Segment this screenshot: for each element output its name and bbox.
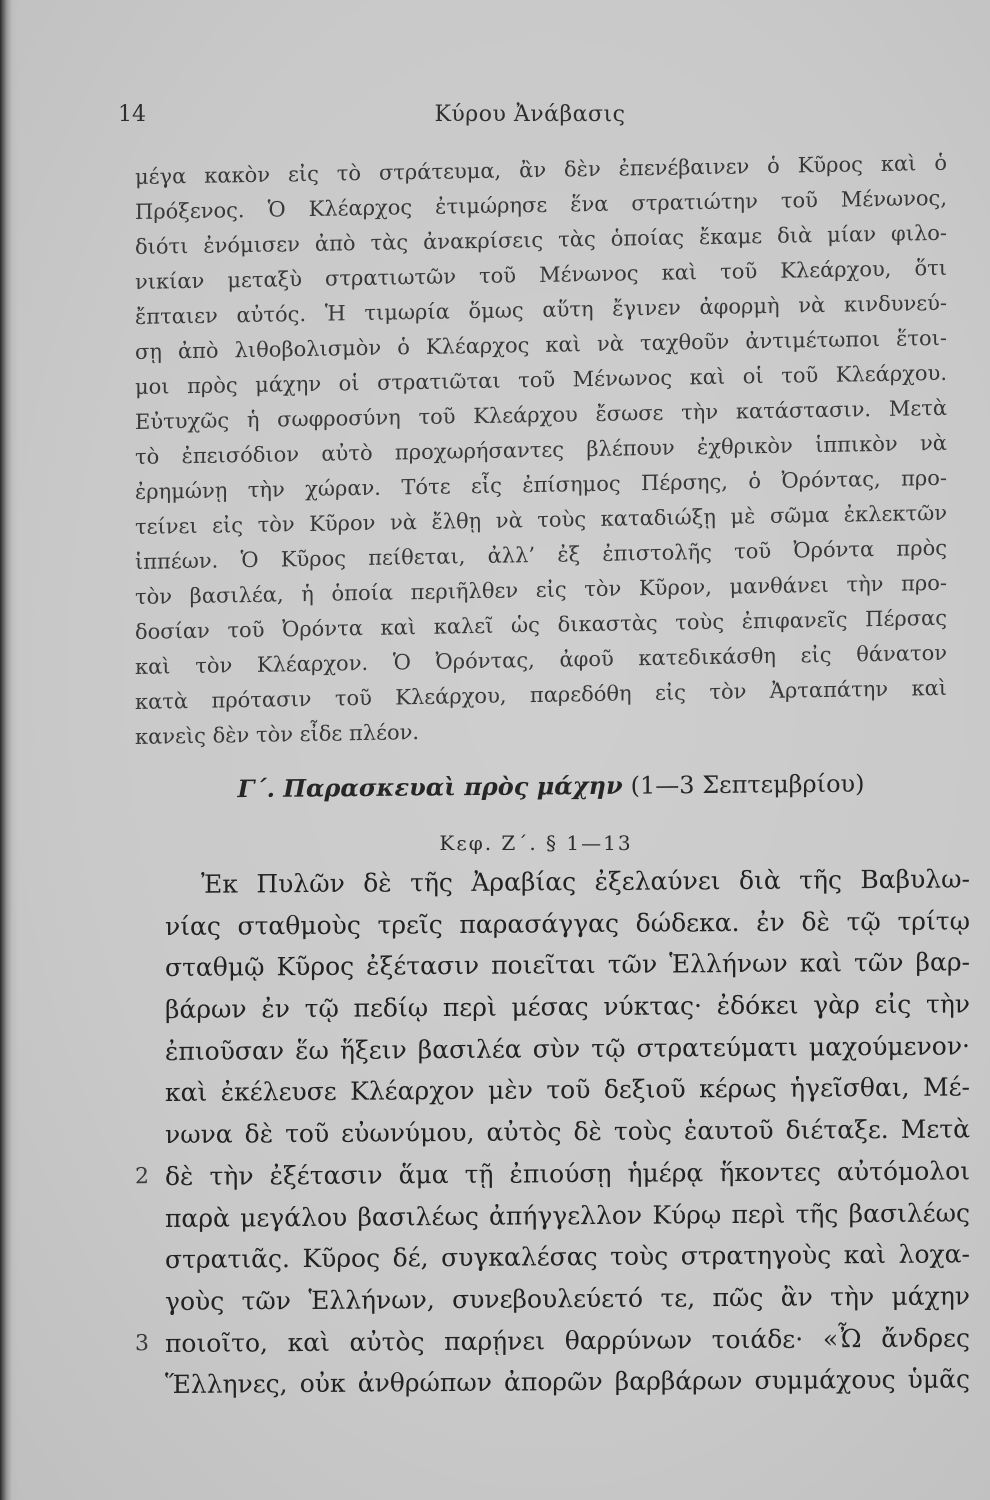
summary-paragraph xyxy=(135,146,947,755)
text-line-content: παρὰ μεγάλου βασιλέως ἀπήγγελλον Κύρῳ περὶ τῆς βασιλέως xyxy=(165,1197,970,1233)
summary-line: τὸν βασιλέα, ἡ ὁποία περιῆλθεν εἰς τὸν Κῦρον, μανθάνει τὴν προ- xyxy=(135,570,947,609)
running-header xyxy=(0,99,990,131)
chapter-reference: Κεφ. Ζ΄. § 1—13 xyxy=(439,831,633,855)
summary-line: τὸ ἐπεισόδιον αὐτὸ προχωρήσαντες βλέπουν ἐχθρικὸν ἱππικὸν νὰ xyxy=(135,430,947,469)
summary-line: καὶ τὸν Κλέαρχον. Ὁ Ὀρόντας, ἀφοῦ κατεδικάσθη εἰς θάνατον xyxy=(135,640,947,679)
text-line-content: σταθμῷ Κῦρος ἐξέτασιν ποιεῖται τῶν Ἑλλήνων καὶ τῶν βαρ- xyxy=(165,947,970,983)
verse-number: 3 xyxy=(135,1330,149,1356)
text-line-content: νωνα δὲ τοῦ εὐωνύμου, αὐτὸς δὲ τοὺς ἑαυτοῦ διέταξε. Μετὰ xyxy=(165,1114,970,1150)
text-line-content: καὶ ἐκέλευσε Κλέαρχον μὲν τοῦ δεξιοῦ κέρως ἡγεῖσθαι, Μέ- xyxy=(165,1072,970,1108)
text-line-content: Ἐκ Πυλῶν δὲ τῆς Ἀραβίας ἐξελαύνει διὰ τῆς Βαβυλω- xyxy=(201,864,970,899)
summary-line: ἐρημώνῃ τὴν χώραν. Τότε εἷς ἐπίσημος Πέρσης, ὁ Ὀρόντας, προ- xyxy=(135,465,947,504)
text-line xyxy=(165,1067,970,1114)
text-line xyxy=(165,900,970,947)
summary-line: μέγα κακὸν εἰς τὸ στράτευμα, ἂν δὲν ἐπενέβαινεν ὁ Κῦρος καὶ ὁ xyxy=(135,150,947,189)
text-line xyxy=(165,1192,970,1239)
text-line-content: Ἕλληνες, οὐκ ἀνθρώπων ἀπορῶν βαρβάρων συμμάχους ὑμᾶς xyxy=(165,1364,970,1400)
summary-line: τείνει εἰς τὸν Κῦρον νὰ ἔλθῃ νὰ τοὺς καταδιώξῃ μὲ σῶμα ἐκλεκτῶν xyxy=(135,500,947,539)
summary-line: κατὰ πρότασιν τοῦ Κλεάρχου, παρεδόθη εἰς τὸν Ἀρταπάτην καὶ xyxy=(135,675,947,714)
greek-text-paragraph xyxy=(135,858,970,1406)
text-line xyxy=(165,1234,970,1281)
binding-edge xyxy=(0,0,18,1500)
text-line-content: νίας σταθμοὺς τρεῖς παρασάγγας δώδεκα. ἐν δὲ τῷ τρίτῳ xyxy=(165,906,970,941)
text-line-content: γοὺς τῶν Ἑλλήνων, συνεβουλεύετό τε, πῶς ἂν τὴν μάχην xyxy=(165,1281,970,1316)
text-line xyxy=(165,1109,970,1156)
text-line-content: βάρων ἐν τῷ πεδίῳ περὶ μέσας νύκτας· ἐδόκει γὰρ εἰς τὴν xyxy=(165,989,970,1025)
section-dates: (1—3 Σεπτεμβρίου) xyxy=(630,769,865,800)
summary-line: κανεὶς δὲν τὸν εἶδε πλέον. xyxy=(135,720,420,749)
text-line xyxy=(135,1317,970,1364)
summary-line: Πρόξενος. Ὁ Κλέαρχος ἐτιμώρησε ἕνα στρατιώτην τοῦ Μένωνος, xyxy=(135,185,947,224)
text-line xyxy=(165,983,970,1030)
section-heading xyxy=(135,764,947,809)
text-line xyxy=(135,1150,970,1197)
text-line xyxy=(165,1025,970,1072)
text-line xyxy=(165,858,970,905)
summary-line: νικίαν μεταξὺ στρατιωτῶν τοῦ Μένωνος καὶ τοῦ Κλεάρχου, ὅτι xyxy=(135,255,947,294)
text-line xyxy=(165,1275,970,1322)
text-line-content: στρατιᾶς. Κῦρος δέ, συγκαλέσας τοὺς στρατηγοὺς καὶ λοχα- xyxy=(165,1239,970,1275)
section-title: Γ΄. Παρασκευαὶ πρὸς μάχην xyxy=(237,770,623,804)
summary-line: ἔπταιεν αὐτός. Ἡ τιμωρία ὅμως αὕτη ἔγινεν ἀφορμὴ νὰ κινδυνεύ- xyxy=(135,290,947,329)
text-line xyxy=(165,942,970,989)
text-line-content: ἐπιοῦσαν ἕω ἥξειν βασιλέα σὺν τῷ στρατεύματι μαχούμενον· xyxy=(165,1031,970,1066)
summary-line: διότι ἐνόμισεν ἀπὸ τὰς ἀνακρίσεις τὰς ὁποίας ἔκαμε διὰ μίαν φιλο- xyxy=(135,220,947,259)
text-line-content: δὲ τὴν ἐξέτασιν ἅμα τῇ ἐπιούσῃ ἡμέρᾳ ἥκοντες αὐτόμολοι xyxy=(165,1156,970,1191)
summary-line: δοσίαν τοῦ Ὀρόντα καὶ καλεῖ ὡς δικαστὰς τοὺς ἐπιφανεῖς Πέρσας xyxy=(135,605,947,644)
text-line-content: ποιοῖτο, καὶ αὐτὸς παρῄνει θαρρύνων τοιάδε· «Ὦ ἄνδρες xyxy=(165,1322,970,1358)
summary-line: Εὐτυχῶς ἡ σωφροσύνη τοῦ Κλεάρχου ἔσωσε τὴν κατάστασιν. Μετὰ xyxy=(135,395,947,434)
text-line xyxy=(165,1359,970,1406)
summary-line: σῃ ἀπὸ λιθοβολισμὸν ὁ Κλέαρχος καὶ νὰ ταχθοῦν ἀντιμέτωποι ἕτοι- xyxy=(135,325,947,364)
summary-line: μοι πρὸς μάχην οἱ στρατιῶται τοῦ Μένωνος καὶ οἱ τοῦ Κλεάρχου. xyxy=(135,360,947,399)
page-number: 14 xyxy=(118,102,146,127)
running-title: Κύρου Ἀνάβασις xyxy=(434,102,626,127)
summary-line: ἱππέων. Ὁ Κῦρος πείθεται, ἀλλ’ ἐξ ἐπιστολῆς τοῦ Ὀρόντα πρὸς xyxy=(135,535,947,574)
verse-number: 2 xyxy=(135,1163,149,1190)
